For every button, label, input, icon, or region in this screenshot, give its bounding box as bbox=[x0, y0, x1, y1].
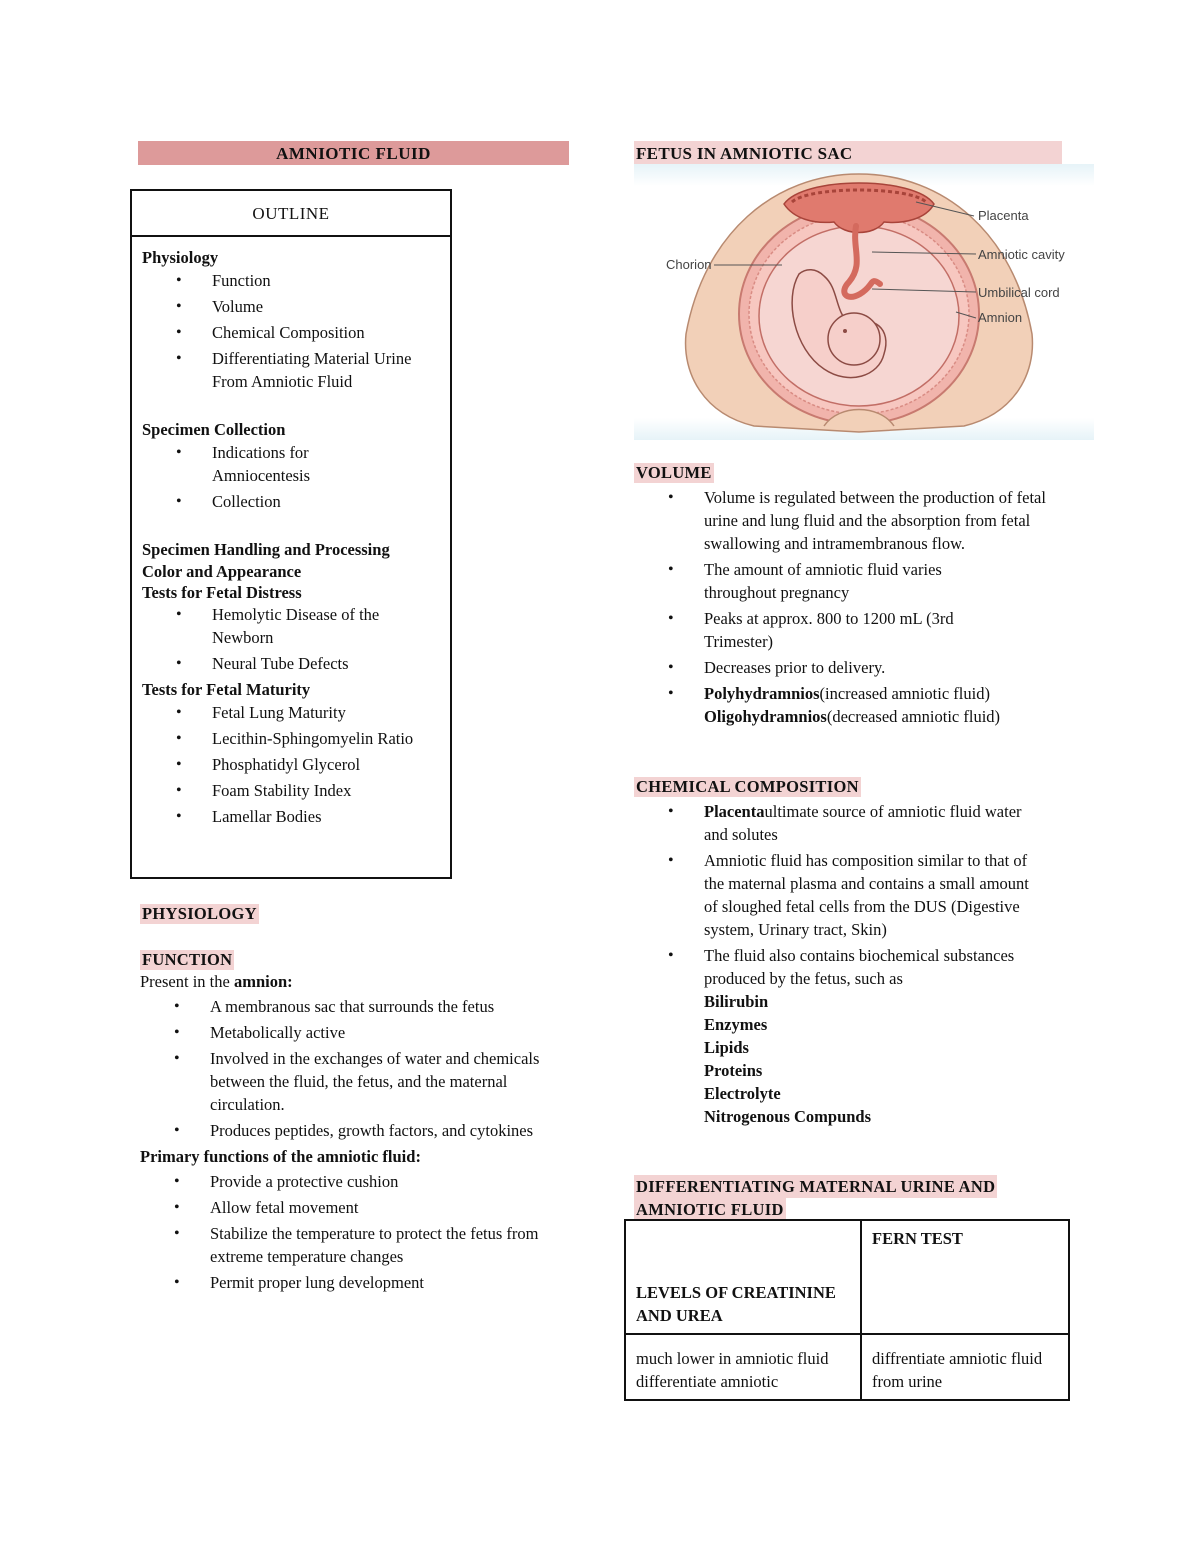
substance: Proteins bbox=[704, 1061, 763, 1080]
poly-text: (increased amniotic fluid) bbox=[819, 684, 990, 703]
outline-box bbox=[130, 189, 452, 879]
list-item: • Stabilize the temperature to protect the fetus from extreme temperature changes bbox=[140, 1222, 570, 1268]
oligo-term: Oligohydramnios bbox=[704, 707, 827, 726]
placenta-text: ultimate source of amniotic fluid water and solutes bbox=[704, 802, 1022, 844]
volume-list bbox=[634, 486, 1074, 728]
list-item: • Lecithin-Sphingomyelin Ratio bbox=[142, 727, 432, 750]
differentiating-heading-line2: AMNIOTIC FLUID bbox=[636, 1200, 784, 1219]
outline-body bbox=[132, 237, 450, 828]
list-item: • Lamellar Bodies bbox=[142, 805, 450, 828]
list-item: • Differentiating Material Urine From Amniotic Fluid bbox=[142, 347, 442, 393]
outline-section-title: Tests for Fetal Maturity bbox=[142, 680, 311, 699]
outline-section-title: Specimen Handling and Processing bbox=[142, 540, 390, 559]
diagram-label-umbilical-cord: Umbilical cord bbox=[978, 285, 1060, 300]
poly-term: Polyhydramnios bbox=[704, 684, 820, 703]
table-cell: much lower in amniotic fluid differentiate amniotic bbox=[625, 1334, 861, 1400]
outline-list bbox=[142, 701, 450, 828]
list-item: • The amount of amniotic fluid varies throughout pregnancy bbox=[634, 558, 1004, 604]
chemical-section bbox=[634, 777, 1074, 1131]
diagram-label-placenta: Placenta bbox=[978, 208, 1029, 223]
substance: Nitrogenous Compunds bbox=[704, 1107, 872, 1126]
list-item: • Volume bbox=[142, 295, 450, 318]
outline-header: OUTLINE bbox=[132, 191, 450, 237]
diagram-label-chorion: Chorion bbox=[666, 257, 712, 272]
col1-header: LEVELS OF CREATININE AND UREA bbox=[636, 1283, 836, 1325]
differentiating-table bbox=[624, 1219, 1070, 1401]
amnion-list bbox=[140, 995, 570, 1142]
outline-section-title: Specimen Collection bbox=[142, 420, 286, 439]
substance: Bilirubin bbox=[704, 992, 769, 1011]
primary-list bbox=[140, 1170, 570, 1294]
table-row bbox=[625, 1334, 1069, 1400]
fetus-heading: FETUS IN AMNIOTIC SAC bbox=[636, 144, 853, 163]
chemical-list bbox=[634, 800, 1074, 1128]
list-item: • Permit proper lung development bbox=[140, 1271, 570, 1294]
substances-intro: The fluid also contains biochemical substances produced by the fetus, such as bbox=[704, 946, 1015, 988]
list-item bbox=[634, 682, 1074, 728]
outline-list bbox=[142, 603, 450, 675]
table-header-cell bbox=[625, 1220, 861, 1334]
outline-list bbox=[142, 269, 450, 393]
list-item: • Allow fetal movement bbox=[140, 1196, 570, 1219]
substance: Lipids bbox=[704, 1038, 749, 1057]
substance: Electrolyte bbox=[704, 1084, 781, 1103]
primary-heading: Primary functions of the amniotic fluid: bbox=[140, 1147, 421, 1166]
present-line bbox=[140, 970, 570, 993]
fetus-heading-band bbox=[634, 141, 1062, 165]
list-item: • Neural Tube Defects bbox=[142, 652, 450, 675]
physiology-section bbox=[140, 904, 570, 1297]
col2-header: FERN TEST bbox=[872, 1229, 963, 1248]
title-band bbox=[138, 141, 569, 165]
list-item: • Function bbox=[142, 269, 450, 292]
list-item: • Metabolically active bbox=[140, 1021, 570, 1044]
list-item: • Phosphatidyl Glycerol bbox=[142, 753, 450, 776]
list-item: • Amniotic fluid has composition similar to that of the maternal plasma and contains a small amount of sloughed fetal cells from the DUS (Digestive system, Urinary tract, Skin) bbox=[634, 849, 1044, 941]
list-item: • Volume is regulated between the production of fetal urine and lung fluid and the absorption from fetal swallowing and intramembranous flow. bbox=[634, 486, 1054, 555]
function-heading: FUNCTION bbox=[142, 950, 233, 969]
present-prefix: Present in the bbox=[140, 972, 234, 991]
page-title: AMNIOTIC FLUID bbox=[276, 144, 431, 163]
chemical-heading: CHEMICAL COMPOSITION bbox=[636, 777, 859, 796]
outline-list bbox=[142, 441, 450, 513]
diagram-label-amniotic-cavity: Amniotic cavity bbox=[978, 247, 1065, 262]
list-item: • Indications for Amniocentesis bbox=[142, 441, 362, 487]
outline-section-title: Color and Appearance bbox=[142, 562, 302, 581]
differentiating-heading bbox=[634, 1175, 1074, 1221]
differentiating-heading-line1: DIFFERENTIATING MATERNAL URINE AND bbox=[636, 1177, 996, 1196]
list-item: • Peaks at approx. 800 to 1200 mL (3rd Trimester) bbox=[634, 607, 1014, 653]
outline-section-title: Tests for Fetal Distress bbox=[142, 583, 302, 602]
fetus-diagram bbox=[634, 164, 1094, 440]
list-item: • Provide a protective cushion bbox=[140, 1170, 570, 1193]
list-item bbox=[634, 800, 1044, 846]
diagram-label-amnion: Amnion bbox=[978, 310, 1023, 325]
list-item: • Foam Stability Index bbox=[142, 779, 450, 802]
list-item: • A membranous sac that surrounds the fetus bbox=[140, 995, 570, 1018]
list-item: • Decreases prior to delivery. bbox=[634, 656, 1074, 679]
outline-section-title: Physiology bbox=[142, 248, 219, 267]
present-bold: amnion: bbox=[233, 972, 293, 991]
list-item: • Involved in the exchanges of water and chemicals between the fluid, the fetus, and the maternal circulation. bbox=[140, 1047, 560, 1116]
list-item: • Produces peptides, growth factors, and cytokines bbox=[140, 1119, 540, 1142]
table-row bbox=[625, 1220, 1069, 1334]
list-item: • Chemical Composition bbox=[142, 321, 450, 344]
list-item: • Hemolytic Disease of the Newborn bbox=[142, 603, 432, 649]
list-item: • Fetal Lung Maturity bbox=[142, 701, 450, 724]
table-cell: diffrentiate amniotic fluid from urine bbox=[861, 1334, 1069, 1400]
physiology-heading: PHYSIOLOGY bbox=[142, 904, 257, 923]
volume-section bbox=[634, 463, 1074, 731]
list-item: • Collection bbox=[142, 490, 450, 513]
table-header-cell bbox=[861, 1220, 1069, 1334]
volume-heading: VOLUME bbox=[636, 463, 712, 482]
substance: Enzymes bbox=[704, 1015, 768, 1034]
list-item bbox=[634, 944, 1044, 1128]
oligo-text: (decreased amniotic fluid) bbox=[826, 707, 1001, 726]
placenta-term: Placenta bbox=[704, 802, 765, 821]
